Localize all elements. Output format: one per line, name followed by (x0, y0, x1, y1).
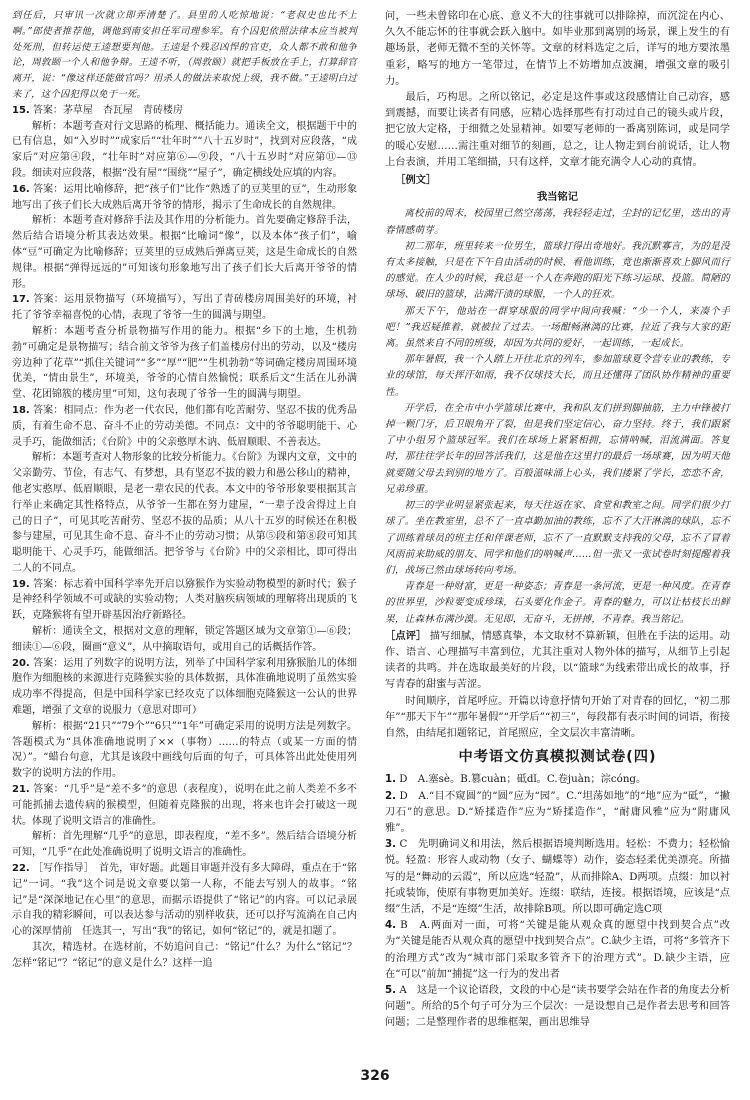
left-column (12, 8, 357, 972)
answer-item (385, 836, 730, 917)
answer-text: 答案：运用景物描写（环境描写），写出了青砖楼房周围美好的环境，衬托了爷爷幸福喜悦的心情，表现了爷爷一生的圆满与期望。 (12, 294, 357, 322)
essay-paragraph: 初三的学业明显紧张起来，每天往返在家、食堂和教室之间。同学们很少打球了。坐在教室里，总不了一直卓勤加油的教练，忘不了大汗淋漓的球队，忘不了训练着球员的班主任和伴课老师，忘不了一直默默支持我的父母，忘不了冒着风雨前来助威的朋友、同学和他们的呐喊声……但一张又一张试卷时刻提醒着我们，战场已然由球场转向考场。 (385, 500, 730, 576)
answer-text: 答案：标志着中国科学率先开启以猕猴作为实验动物模型的新时代；猴子是神经科学领域不可或缺的实验动物；人类对脑疾病领域的理解将出现质的飞跃，克隆猴将有望开辟基因治疗新路径。 (12, 578, 357, 622)
answer-16 (12, 182, 357, 214)
answer-text: D A.“目不窥圆”的“圆”应为“园”。C.“坦荡如地”的“地”应为“砥”，“撇刀石”的意思。D.“矫揉造作”应为“矫揉造作”，“耐庸风雅”应为“附庸风雅”。 (385, 789, 730, 834)
analysis-20: 解析：根据“21只”“79个”“6只”“1年”可确定采用的说明方法是列数字。答题模式为“具体准确地说明了××（事物）……的特点（或某一方面的情况）”。“蜡台句意，尤其是该段中画线句后面的句子，可具体答出此处使用列数字的说明方法的作用。 (12, 720, 357, 780)
answer-21 (12, 782, 357, 829)
question-number: 2. (385, 789, 397, 802)
answer-text: ［写作指导］ 首先，审好题。此题目审题并没有多大障碍，重点在于“铭记”一词。“我”这个词是说文章要以第一人称，不能去写别人的故事。“铭记”是“深深地记在心里”的意思，而据示语提供了“铭记”的内容。可以记录展示自我的精彩瞬间，可以表达参与活动的别样收获，还可以抒写流淌在自己内心的深厚情前 任选其一，写出“我”的铭记，如何“铭记”的，就是扣题了。 (12, 863, 357, 938)
question-number: 19. (12, 578, 30, 590)
answer-item (385, 982, 730, 1031)
essay-title: 我当铭记 (536, 191, 578, 204)
question-number: 21. (12, 784, 30, 796)
comment (385, 628, 730, 693)
writing-guide-cont: 问，一些未曾铭印在心底、意义不大的往事就可以排除掉，而沉淀在内心、久久不能忘怀的往事就会跃入脑中。如毕业那到离别的场景，课上发生的有趣场景，老师无微不至的关怀等。文章的材料选定之后，详写的地方要浓墨重彩，略写的地方一笔带过，在情节上不妨增加点波澜，增强文章的吸引力。 (385, 10, 730, 87)
answer-text: 答案：运用了列数字的说明方法，列举了中国科学家利用猕猴胎儿的体细胞作为细胞核的来源进行克隆猴实验的具体数据，具体准确地说明了虽然实验成功率不得提高，但是中国科学家已经攻克了以体细胞克隆猴这一公认的世界难题，增强了文章的说服力（意思对即可） (12, 657, 357, 717)
page-number: 326 (360, 1068, 390, 1084)
question-number: 4. (385, 919, 397, 932)
answer-17 (12, 292, 357, 324)
answer-item (385, 771, 730, 787)
essay-paragraph: 青春是一种财富，更是一种姿态；青春是一条河流，更是一种风度。在青春的世界里，沙粒要变成珍珠，石头要化作金子。青春的魅力，可以让枯枝长出鲜果，让森林布满沙漠。无见即，无奋斗，无拼搏，不青春。我当铭记。 (385, 581, 730, 625)
question-number: 18. (12, 404, 30, 416)
essay-paragraph: 离校前的周末，校园里已然空荡荡，我轻轻走过，尘封的记忆里，迭出的青春情感萌芽。 (385, 208, 730, 236)
answer-19 (12, 577, 357, 624)
answer-text: D A.塞sè。B.篡cuàn；砥dǐ。C.卷juàn；淙cóng。 (399, 773, 647, 786)
comment-text-2: 时间顺序，首尾呼应。开篇以诗意抒情句开始了对青春的回忆，“初二那年”“那天下午”“那年暑假”“开学后”“初三”，每段都有表示时间的词语，衔接自然，由结尾扣题铭记，首尾照应，全文层次丰富清晰。 (385, 694, 730, 739)
essay-paragraph: 那天下午，他站在一群穿球服的同学中间向我喊：“少一个人，来凑个手吧！”我迟疑推着，就被拉了过去。一场酣畅淋漓的比赛，拉近了我与大家的距离。虽然来自不同的班级，却因为共同的爱好，一起训练，一起成长。 (385, 305, 730, 350)
analysis-21: 解析：首先理解“几乎”的意思，即表程度，“差不多”。然后结合语境分析可知，“几乎”在此处准确说明了说明文语言的准确性。 (12, 831, 357, 859)
question-number: 3. (385, 838, 397, 851)
comment-tag: ［点评］ (385, 629, 427, 642)
answer-text: 答案：茅草屋 杏瓦屋 青砖楼房 (32, 104, 183, 116)
right-column (385, 8, 730, 1031)
comment-text: 描写细腻，情感真挚，本文取材不算新颖，但胜在手法的运用。动作、语言、心理描写丰富到位，尤其注重对人物外体的描写，从细节上引起读者的共鸣。并在选取最美好的片段，以“篮球”为线索带出成长的故事，抒写青春的甜蜜与苦涩。 (385, 629, 730, 691)
answer-18 (12, 403, 357, 450)
answer-15 (12, 103, 357, 119)
answer-22 (12, 861, 357, 940)
question-number: 1. (385, 773, 397, 786)
analysis-22: 其次，精选材。在选材前，不妨追问自己：“铭记”什么？为什么“铭记”？怎样“铭记”？“铭记”的意义是什么？这样一追 (12, 942, 357, 969)
writing-guide-cont: 最后，巧构思。之所以铭记，必定是这件事或这段感情让自己动容，感到震撼，而要让读者有同感，应精心选择那些有打动过自己的镜头或片段，把它放大定格，于细微之处显精神。如要写老师的一番离别陈词，或是同学的暖心安慰……需注重对细节的刻画，总之，让人物走到台前说话，让人物上台表演，并用工笔细描，只有这样，文章才能充满令人心动的真情。 (385, 91, 730, 168)
analysis-16: 解析：本题考查对修辞手法及其作用的分析能力。首先要确定修辞手法，然后结合语境分析其表达效果。根据“比喻词“像”，以及本体“孩子们”，喻体“豆”可确定为比喻修辞；豆荚里的豆成熟后弹离豆荚，这是生命成长的自然规律。根据“弹得远远的”可知该句形象地写出了孩子们长大后离开爷爷的情形。 (12, 215, 357, 290)
example-tag: ［例文］ (395, 174, 437, 187)
answer-text: 答案：“几乎”是“差不多”的意思（表程度），说明在此之前人类差不多不可能抓捕去遗传病的猴模型，但随着克隆猴的出现，将来也许会打破这一现状。体现了说明文语言的准确性。 (12, 784, 357, 827)
analysis-17: 解析：本题考查分析景物描写作用的能力。根据“乡下的土地，生机勃勃”可确定是景物描写；结合前文爷爷为孩子们盖楼房付出的劳动，以及“楼房旁边种了花草”“抓住关键词”“多”“厚”“肥”“生机勃勃”等词确定楼房周围环境优美，“情由景生”，环境美，爷爷的心情自然愉悦；联系后文“生活在儿孙满堂、花团锦簇的楼房里”可知，这句表现了爷爷一生的圆满与期望。 (12, 325, 357, 401)
analysis-15: 解析：本题考查对行文思路的梳理、概括能力。通读全文，根据题干中的已有信息，如“入岁时”“成家后”“壮年时”“八十五岁时”，找到对应段落，“成家后”对应第④段，“壮年时”对应第⑥—⑨段，“八十五岁时”对应第⑪—⑬段。细读对应段落，根据“没有屋”“围绕”“屋子”，确定横线处应填的内容。 (12, 120, 357, 179)
analysis-19: 解析：通读全文，根据对文意的理解，锁定答题区域为文章第①—⑥段；细读①—⑥段，圈画“意义”，从中摘取语句，或用自己的话概括作答。 (12, 626, 357, 653)
question-number: 20. (12, 657, 30, 669)
answer-text: C 先明确词义和用法，然后根据语境判断选用。轻松：不费力；轻松愉悦。轻盈：形容人或动物（女子、蝴蝶等）动作，姿态轻柔优美漂亮。所描写的是“舞动的云霞”，所以应选“轻盈”，从而排除A、D两项。点缀：加以衬托或装饰，使原有事物更加美好。连缀：联结，连接。根据语境，应该是“点缀”生活，不是“连缀”生活，故排除B项。所以即可确定选C项 (385, 838, 730, 915)
intro-paragraph: 到任后，只审讯一次就立即弄清楚了。县里的人吃惊地说：“老叔史也比不上啊。”郎使者推荐他，调他到南安担任军司理参军。有个囚犯依照法律本应当被判处死刑，但转运使王逵想要判他。王逵是个残忍凶悍的官吏，众人都不敢和他争论，周敦颐一个人和他争辩。王逵不听，（周敦颐）就把手板放在手上，打算辞官离开，说：“像这样还能做官吗？用杀人的做法来取悦上级，我不做。”王逵明白过来了，这个囚犯得以免于一死。 (12, 10, 357, 100)
question-number: 22. (12, 863, 30, 875)
essay-paragraph: 初二那年，班里转来一位男生，篮球打得出奇地好。我沉默寡言，为的是没有太多接触，只是在下午自由活动的时候，看他训练，竟也渐渐喜欢上脚风而行的感觉。在人少的时候，我总是一个人在奔跑的阳光下练习运球、投篮。简陋的球场、破旧的篮球，沾满汗渍的球服，一个人的狂欢。 (385, 240, 730, 301)
question-number: 15. (12, 104, 30, 116)
analysis-18: 解析：本题考查对人物形象的比较分析能力。《台阶》为课内文章，文中的父亲勤劳、节俭，有志气、有梦想，具有坚忍不拔的毅力和愚公移山的精神，他老实憨厚、低眉顺眼，是老一辈农民的代表。本文中的爷爷形象要根据其言行举止来确定其性格特点，从爷爷一生都在努力建屋，“一辈子没舍得过上自己的日子”，可见其吃苦耐劳、坚忍不拔的品质；从八十五岁的时候还在积极参与建屋，可见其生命不息、奋斗不止的劳动习惯；从第⑤段和第⑧段可知其聪明能干、心灵手巧，能做细活。把爷爷与《台阶》中的父亲相比，即可得出二人的不同点。 (12, 452, 357, 574)
essay-paragraph: 开学后，在全市中小学篮球比赛中，我和队友们拼到脚抽筋，主力中锋被打掉一颗门牙，后卫眼角开了裂，但是我们坚定信心，奋力坚持。终于，我们跟紧了中小组另个篮球冠军。我们在球场上紧紧相拥，忘情呐喊，泪流满面。答复时，那往往学长年的回答活我们，这是他在这里打的最后一场球赛，因为明天他就要随父母去到别的地方了。百般滋味涌上心头，我们搂紧了学长，恋恋不舍，兄弟珍重。 (385, 402, 730, 495)
question-number: 17. (12, 294, 30, 306)
answer-text: 答案：相同点：作为老一代农民，他们都有吃苦耐劳、坚忍不拔的优秀品质，有着生命不息、奋斗不止的劳动美德。不同点：文中的爷爷聪明能干、心灵手巧，能做细活；《台阶》中的父亲憨厚木讷、低眉顺眼、不善表达。 (12, 404, 357, 448)
question-number: 5. (385, 983, 397, 996)
answer-20 (12, 656, 357, 719)
answer-text: 答案：运用比喻修辞，把“孩子们”比作“熟透了的豆荚里的豆”，生动形象地写出了孩子们长大成熟后离开爷爷的情形，揭示了生命成长的自然规律。 (12, 183, 357, 211)
answer-item (385, 917, 730, 982)
answer-text: A 这是一个议论语段，文段的中心是“读书要学会站在作者的角度去分析问题”。所给的5个句子可分为三个层次：一是设想自己是作者去思考和回答问题；二是整理作者的思维框架，画出思维导 (385, 983, 730, 1029)
essay-paragraph: 那年暑假，我一个人踏上开往北京的列车，参加篮球夏令营专业的教练，专业的球馆，每天挥汗如雨，我不仅球技大长，而且还懂得了团队协作精神的重要性。 (385, 354, 730, 398)
answer-text: B A.两面对一面，可将“关键是能从观众真的愿望中找到契合点”改为“关键是能否从观众真的愿望中找到契合点”。C.缺少主语，可将“多管齐下的治理方式”改为“城市部门采取多管齐下的治理方式”。D.缺少主语，应在“可以”前加“捕捉”这一行为的发出者 (385, 919, 730, 980)
question-number: 16. (12, 183, 30, 195)
answer-item (385, 788, 730, 837)
section-title: 中考语文仿真模拟测试卷(四) (458, 749, 657, 766)
